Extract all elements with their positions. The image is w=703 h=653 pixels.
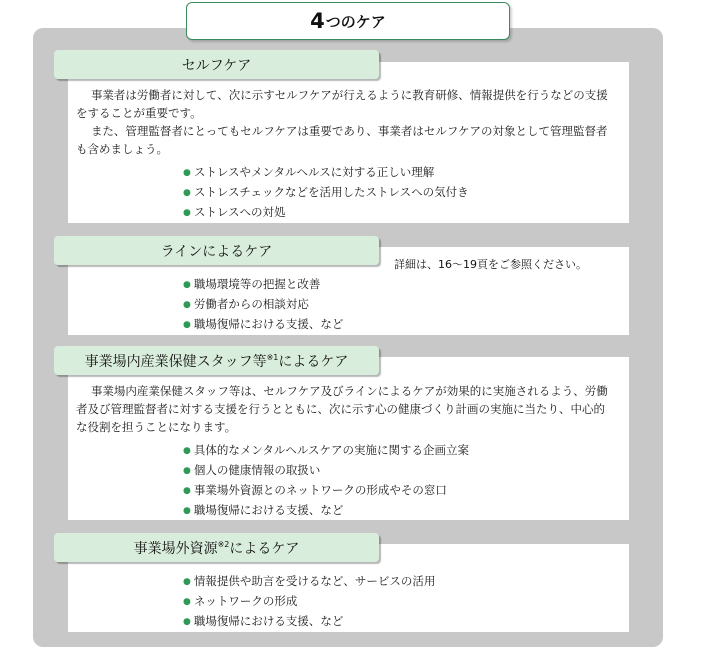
list-item-text: 職場環境等の把握と改善 [193, 277, 321, 291]
page-title [186, 2, 510, 40]
staff-care-paragraph-1: 事業場内産業保健スタッフ等は、セルフケア及びラインによるケアが効果的に実施されるよう、労働者及び管理監督者に対する支援を行うとともに、次に示す心の健康づくり計画の実施に当たり、中心的な役割を担うことになります。 [76, 384, 608, 434]
external-care-footnote-mark: ※2 [217, 540, 230, 549]
external-care-list [183, 572, 435, 632]
list-item [183, 275, 343, 295]
list-item [183, 461, 469, 481]
list-item-text: 職場復帰における支援、など [193, 317, 344, 331]
list-item [183, 163, 469, 183]
list-item [183, 572, 435, 592]
staff-care-heading-text: 事業場内産業保健スタッフ等 [84, 353, 267, 370]
external-care-heading [54, 533, 379, 562]
bullet-dot-icon: ● [183, 466, 191, 476]
staff-care-footnote-mark: ※1 [266, 353, 279, 362]
list-item-text: 職場復帰における支援、など [193, 503, 344, 517]
line-care-reference-note: 詳細は、16～19頁をご参照ください。 [394, 258, 587, 271]
list-item-text: ストレスへの対処 [193, 205, 286, 219]
list-item [183, 501, 469, 521]
self-care-list [183, 163, 469, 223]
line-care-heading: ラインによるケア [54, 236, 379, 265]
bullet-dot-icon: ● [183, 300, 191, 310]
bullet-dot-icon: ● [183, 280, 191, 290]
bullet-dot-icon: ● [183, 188, 191, 198]
bullet-dot-icon: ● [183, 617, 191, 627]
list-item [183, 315, 343, 335]
staff-care-description [76, 382, 616, 436]
list-item-text: 具体的なメンタルヘルスケアの実施に関する企画立案 [193, 443, 470, 457]
list-item-text: ストレスやメンタルヘルスに対する正しい理解 [193, 165, 435, 179]
self-care-heading: セルフケア [54, 50, 379, 79]
list-item [183, 295, 343, 315]
list-item [183, 592, 435, 612]
bullet-dot-icon: ● [183, 320, 191, 330]
self-care-description [76, 86, 616, 158]
bullet-dot-icon: ● [183, 486, 191, 496]
list-item [183, 441, 469, 461]
list-item-text: ネットワークの形成 [193, 594, 298, 608]
external-care-heading-text: 事業場外資源 [133, 540, 218, 557]
list-item [183, 183, 469, 203]
self-care-paragraph-1: 事業者は労働者に対して、次に示すセルフケアが行えるように教育研修、情報提供を行うなどの支援をすることが重要です。 [76, 88, 608, 120]
list-item [183, 481, 469, 501]
staff-care-heading [54, 346, 379, 375]
list-item-text: 事業場外資源とのネットワークの形成やその窓口 [193, 483, 447, 497]
bullet-dot-icon: ● [183, 168, 191, 178]
list-item-text: 個人の健康情報の取扱い [193, 463, 321, 477]
bullet-dot-icon: ● [183, 506, 191, 516]
title-text: つのケア [325, 12, 386, 31]
line-care-list [183, 275, 343, 335]
bullet-dot-icon: ● [183, 577, 191, 587]
bullet-dot-icon: ● [183, 446, 191, 456]
list-item-text: 職場復帰における支援、など [193, 614, 344, 628]
bullet-dot-icon: ● [183, 208, 191, 218]
list-item-text: ストレスチェックなどを活用したストレスへの気付き [193, 185, 469, 199]
title-number: 4 [310, 9, 325, 33]
list-item [183, 203, 469, 223]
list-item-text: 情報提供や助言を受けるなど、サービスの活用 [193, 574, 436, 588]
staff-care-heading-suffix: によるケア [278, 353, 349, 370]
external-care-heading-suffix: によるケア [229, 540, 300, 557]
staff-care-list [183, 441, 469, 521]
self-care-paragraph-2: また、管理監督者にとってもセルフケアは重要であり、事業者はセルフケアの対象として管理監督者も含めましょう。 [76, 124, 608, 156]
bullet-dot-icon: ● [183, 597, 191, 607]
list-item-text: 労働者からの相談対応 [193, 297, 309, 311]
list-item [183, 612, 435, 632]
